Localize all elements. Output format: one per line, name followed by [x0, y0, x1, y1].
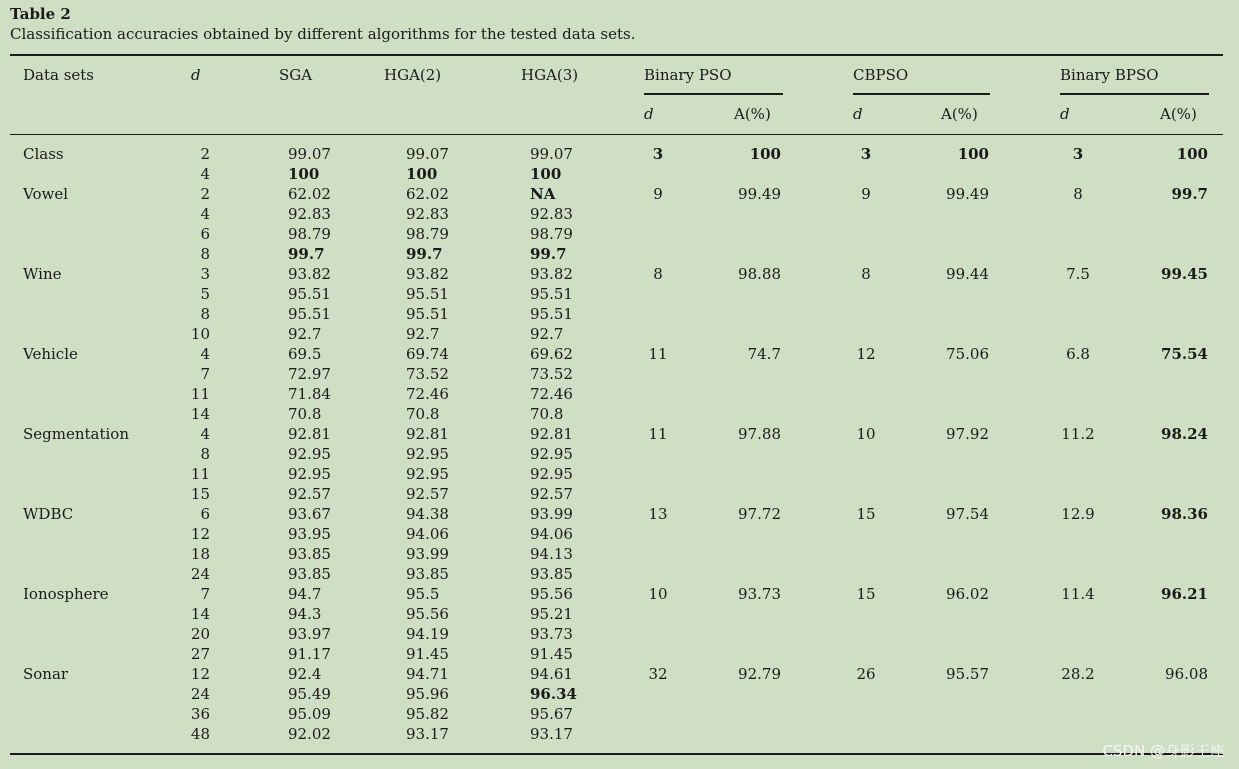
subheader-bpso-a: A(%) — [1160, 105, 1197, 123]
cell-name: Vehicle — [23, 345, 78, 363]
cell-d: 24 — [190, 565, 210, 583]
cell-hga2: 98.79 — [406, 225, 449, 243]
cell-sga: 93.95 — [288, 525, 331, 543]
cell-sga: 91.17 — [288, 645, 331, 663]
cell-bb-d: 28.2 — [1061, 665, 1095, 683]
cell-hga2: 95.56 — [406, 605, 449, 623]
header-rule — [10, 134, 1223, 135]
cell-hga2: 92.81 — [406, 425, 449, 443]
cell-hga2: 95.51 — [406, 285, 449, 303]
cell-sga: 93.82 — [288, 265, 331, 283]
cell-sga: 95.51 — [288, 305, 331, 323]
cell-sga: 93.85 — [288, 565, 331, 583]
cell-hga3: 93.17 — [530, 725, 573, 743]
cell-hga3: 95.21 — [530, 605, 573, 623]
cell-hga3: 70.8 — [530, 405, 564, 423]
header-binary-bpso: Binary BPSO — [1060, 66, 1159, 84]
header-hga2: HGA(2) — [384, 66, 442, 84]
cell-d: 2 — [200, 145, 210, 163]
cell-pso-d: 8 — [653, 265, 663, 283]
cell-name: Vowel — [23, 185, 68, 203]
cell-hga2: 95.51 — [406, 305, 449, 323]
cell-d: 2 — [200, 185, 210, 203]
cell-hga3: 93.85 — [530, 565, 573, 583]
cell-d: 11 — [190, 465, 210, 483]
cell-hga2: 62.02 — [406, 185, 449, 203]
cell-cb-d: 26 — [856, 665, 876, 683]
cell-pso-a: 93.73 — [738, 585, 781, 603]
cell-bb-a: 99.45 — [1161, 265, 1208, 283]
cell-bb-a: 96.08 — [1165, 665, 1208, 683]
cell-sga: 93.85 — [288, 545, 331, 563]
cell-hga3: 94.06 — [530, 525, 573, 543]
cell-sga: 93.67 — [288, 505, 331, 523]
cell-d: 3 — [200, 265, 210, 283]
cell-sga: 62.02 — [288, 185, 331, 203]
cell-cb-d: 10 — [856, 425, 876, 443]
cell-hga2: 94.19 — [406, 625, 449, 643]
cell-d: 4 — [200, 345, 210, 363]
cell-bb-d: 11.2 — [1061, 425, 1095, 443]
cell-bb-a: 100 — [1176, 145, 1208, 163]
cell-name: Segmentation — [23, 425, 130, 443]
cell-cb-d: 9 — [861, 185, 871, 203]
cell-d: 15 — [190, 485, 210, 503]
cell-hga3: 98.79 — [530, 225, 573, 243]
cell-hga2: 95.82 — [406, 705, 449, 723]
cell-cb-a: 100 — [957, 145, 989, 163]
cell-hga3: 93.99 — [530, 505, 573, 523]
cell-hga2: 92.83 — [406, 205, 449, 223]
table-caption: Classification accuracies obtained by different algorithms for the tested data sets. — [10, 25, 636, 43]
cell-hga2: 91.45 — [406, 645, 449, 663]
cell-sga: 92.81 — [288, 425, 331, 443]
subheader-cbpso-a: A(%) — [941, 105, 978, 123]
cell-name: Class — [23, 145, 64, 163]
cell-hga2: 93.17 — [406, 725, 449, 743]
cell-hga2: 99.07 — [406, 145, 449, 163]
header-sga: SGA — [279, 66, 313, 84]
cell-d: 18 — [190, 545, 210, 563]
cell-cb-a: 75.06 — [946, 345, 989, 363]
watermark: CSDN @身影王座 — [1102, 742, 1225, 760]
cell-hga2: 94.06 — [406, 525, 449, 543]
bottom-rule — [10, 753, 1223, 755]
cell-bb-a: 98.24 — [1161, 425, 1208, 443]
cell-pso-d: 11 — [648, 345, 668, 363]
subheader-cbpso-d: d — [853, 105, 863, 123]
cell-cb-a: 99.44 — [946, 265, 989, 283]
cell-d: 5 — [200, 285, 210, 303]
subheader-bpso-d: d — [1060, 105, 1070, 123]
cell-d: 12 — [190, 525, 210, 543]
cell-sga: 95.49 — [288, 685, 331, 703]
cell-hga2: 92.57 — [406, 485, 449, 503]
cell-hga2: 92.7 — [406, 325, 440, 343]
cbpso-underline — [853, 93, 990, 95]
table-title: Table 2 — [10, 5, 71, 23]
cell-hga3: 92.57 — [530, 485, 573, 503]
cell-sga: 94.3 — [288, 605, 322, 623]
cell-cb-d: 8 — [861, 265, 871, 283]
cell-sga: 99.07 — [288, 145, 331, 163]
cell-d: 14 — [190, 405, 210, 423]
cell-hga2: 95.5 — [406, 585, 440, 603]
cell-hga3: 100 — [530, 165, 562, 183]
cell-d: 6 — [200, 505, 210, 523]
cell-sga: 95.09 — [288, 705, 331, 723]
cell-sga: 92.95 — [288, 445, 331, 463]
cell-cb-d: 12 — [856, 345, 876, 363]
cell-d: 4 — [200, 425, 210, 443]
cell-d: 4 — [200, 165, 210, 183]
cell-d: 4 — [200, 205, 210, 223]
cell-sga: 92.57 — [288, 485, 331, 503]
cell-d: 36 — [190, 705, 210, 723]
cell-pso-a: 100 — [749, 145, 781, 163]
cell-cb-d: 15 — [856, 585, 876, 603]
cell-sga: 99.7 — [288, 245, 325, 263]
cell-cb-a: 99.49 — [946, 185, 989, 203]
cell-d: 7 — [200, 365, 210, 383]
cell-hga3: 99.7 — [530, 245, 567, 263]
cell-name: Ionosphere — [23, 585, 109, 603]
cell-hga3: 91.45 — [530, 645, 573, 663]
cell-cb-a: 96.02 — [946, 585, 989, 603]
cell-d: 27 — [190, 645, 210, 663]
cell-hga3: 95.51 — [530, 285, 573, 303]
cell-hga2: 73.52 — [406, 365, 449, 383]
cell-bb-d: 11.4 — [1061, 585, 1095, 603]
cell-pso-d: 9 — [653, 185, 663, 203]
cell-hga2: 70.8 — [406, 405, 440, 423]
cell-pso-a: 97.72 — [738, 505, 781, 523]
cell-hga3: 93.82 — [530, 265, 573, 283]
cell-hga3: 73.52 — [530, 365, 573, 383]
cell-hga2: 93.85 — [406, 565, 449, 583]
cell-hga3: 96.34 — [530, 685, 577, 703]
cell-hga3: 99.07 — [530, 145, 573, 163]
binary-pso-underline — [644, 93, 783, 95]
cell-bb-a: 99.7 — [1171, 185, 1208, 203]
cell-hga3: 69.62 — [530, 345, 573, 363]
cell-sga: 95.51 — [288, 285, 331, 303]
cell-d: 20 — [190, 625, 210, 643]
cell-d: 7 — [200, 585, 210, 603]
header-data-sets: Data sets — [23, 66, 95, 84]
header-d: d — [191, 66, 201, 84]
cell-hga3: 94.13 — [530, 545, 573, 563]
cell-hga3: 95.56 — [530, 585, 573, 603]
cell-hga3: 94.61 — [530, 665, 573, 683]
cell-bb-d: 12.9 — [1061, 505, 1095, 523]
cell-cb-d: 3 — [860, 145, 872, 163]
cell-hga3: 92.7 — [530, 325, 564, 343]
cell-sga: 70.8 — [288, 405, 322, 423]
cell-pso-d: 11 — [648, 425, 668, 443]
cell-d: 11 — [190, 385, 210, 403]
cell-d: 10 — [190, 325, 210, 343]
cell-sga: 71.84 — [288, 385, 331, 403]
header-binary-pso: Binary PSO — [644, 66, 732, 84]
cell-hga2: 99.7 — [406, 245, 443, 263]
cell-bb-d: 6.8 — [1066, 345, 1090, 363]
cell-bb-d: 3 — [1072, 145, 1084, 163]
cell-sga: 92.95 — [288, 465, 331, 483]
cell-sga: 94.7 — [288, 585, 322, 603]
cell-cb-a: 97.54 — [946, 505, 989, 523]
cell-cb-d: 15 — [856, 505, 876, 523]
cell-sga: 100 — [288, 165, 320, 183]
cell-pso-a: 97.88 — [738, 425, 781, 443]
cell-pso-d: 10 — [648, 585, 668, 603]
cell-d: 8 — [200, 305, 210, 323]
cell-sga: 72.97 — [288, 365, 331, 383]
cell-sga: 92.02 — [288, 725, 331, 743]
cell-pso-d: 3 — [652, 145, 664, 163]
cell-sga: 98.79 — [288, 225, 331, 243]
cell-hga2: 93.99 — [406, 545, 449, 563]
cell-hga2: 92.95 — [406, 445, 449, 463]
cell-pso-a: 74.7 — [747, 345, 781, 363]
cell-cb-a: 95.57 — [946, 665, 989, 683]
cell-hga3: 92.95 — [530, 465, 573, 483]
cell-d: 48 — [190, 725, 210, 743]
cell-hga2: 72.46 — [406, 385, 449, 403]
cell-sga: 93.97 — [288, 625, 331, 643]
cell-pso-a: 92.79 — [738, 665, 781, 683]
binary-bpso-underline — [1060, 93, 1209, 95]
cell-pso-a: 98.88 — [738, 265, 781, 283]
cell-cb-a: 97.92 — [946, 425, 989, 443]
cell-d: 8 — [200, 445, 210, 463]
cell-pso-a: 99.49 — [738, 185, 781, 203]
cell-d: 6 — [200, 225, 210, 243]
cell-hga2: 100 — [406, 165, 438, 183]
header-cbpso: CBPSO — [853, 66, 909, 84]
cell-pso-d: 32 — [648, 665, 668, 683]
subheader-pso-a: A(%) — [734, 105, 771, 123]
cell-hga3: 92.81 — [530, 425, 573, 443]
cell-hga3: NA — [530, 185, 556, 203]
cell-pso-d: 13 — [648, 505, 668, 523]
cell-bb-d: 7.5 — [1066, 265, 1090, 283]
cell-hga3: 95.67 — [530, 705, 573, 723]
cell-hga3: 72.46 — [530, 385, 573, 403]
cell-d: 24 — [190, 685, 210, 703]
cell-name: WDBC — [23, 505, 74, 523]
cell-hga3: 92.95 — [530, 445, 573, 463]
cell-d: 8 — [200, 245, 210, 263]
cell-sga: 92.7 — [288, 325, 322, 343]
cell-sga: 92.4 — [288, 665, 322, 683]
cell-d: 14 — [190, 605, 210, 623]
cell-hga3: 93.73 — [530, 625, 573, 643]
cell-name: Wine — [23, 265, 62, 283]
cell-hga3: 95.51 — [530, 305, 573, 323]
cell-hga2: 93.82 — [406, 265, 449, 283]
cell-sga: 92.83 — [288, 205, 331, 223]
top-rule — [10, 54, 1223, 56]
cell-hga2: 95.96 — [406, 685, 449, 703]
cell-hga2: 69.74 — [406, 345, 449, 363]
cell-bb-d: 8 — [1073, 185, 1083, 203]
cell-bb-a: 96.21 — [1161, 585, 1208, 603]
cell-hga2: 94.38 — [406, 505, 449, 523]
header-hga3: HGA(3) — [521, 66, 579, 84]
cell-d: 12 — [190, 665, 210, 683]
cell-name: Sonar — [23, 665, 69, 683]
cell-hga3: 92.83 — [530, 205, 573, 223]
cell-hga2: 92.95 — [406, 465, 449, 483]
cell-bb-a: 98.36 — [1161, 505, 1208, 523]
cell-sga: 69.5 — [288, 345, 322, 363]
subheader-pso-d: d — [644, 105, 654, 123]
cell-bb-a: 75.54 — [1161, 345, 1208, 363]
cell-hga2: 94.71 — [406, 665, 449, 683]
